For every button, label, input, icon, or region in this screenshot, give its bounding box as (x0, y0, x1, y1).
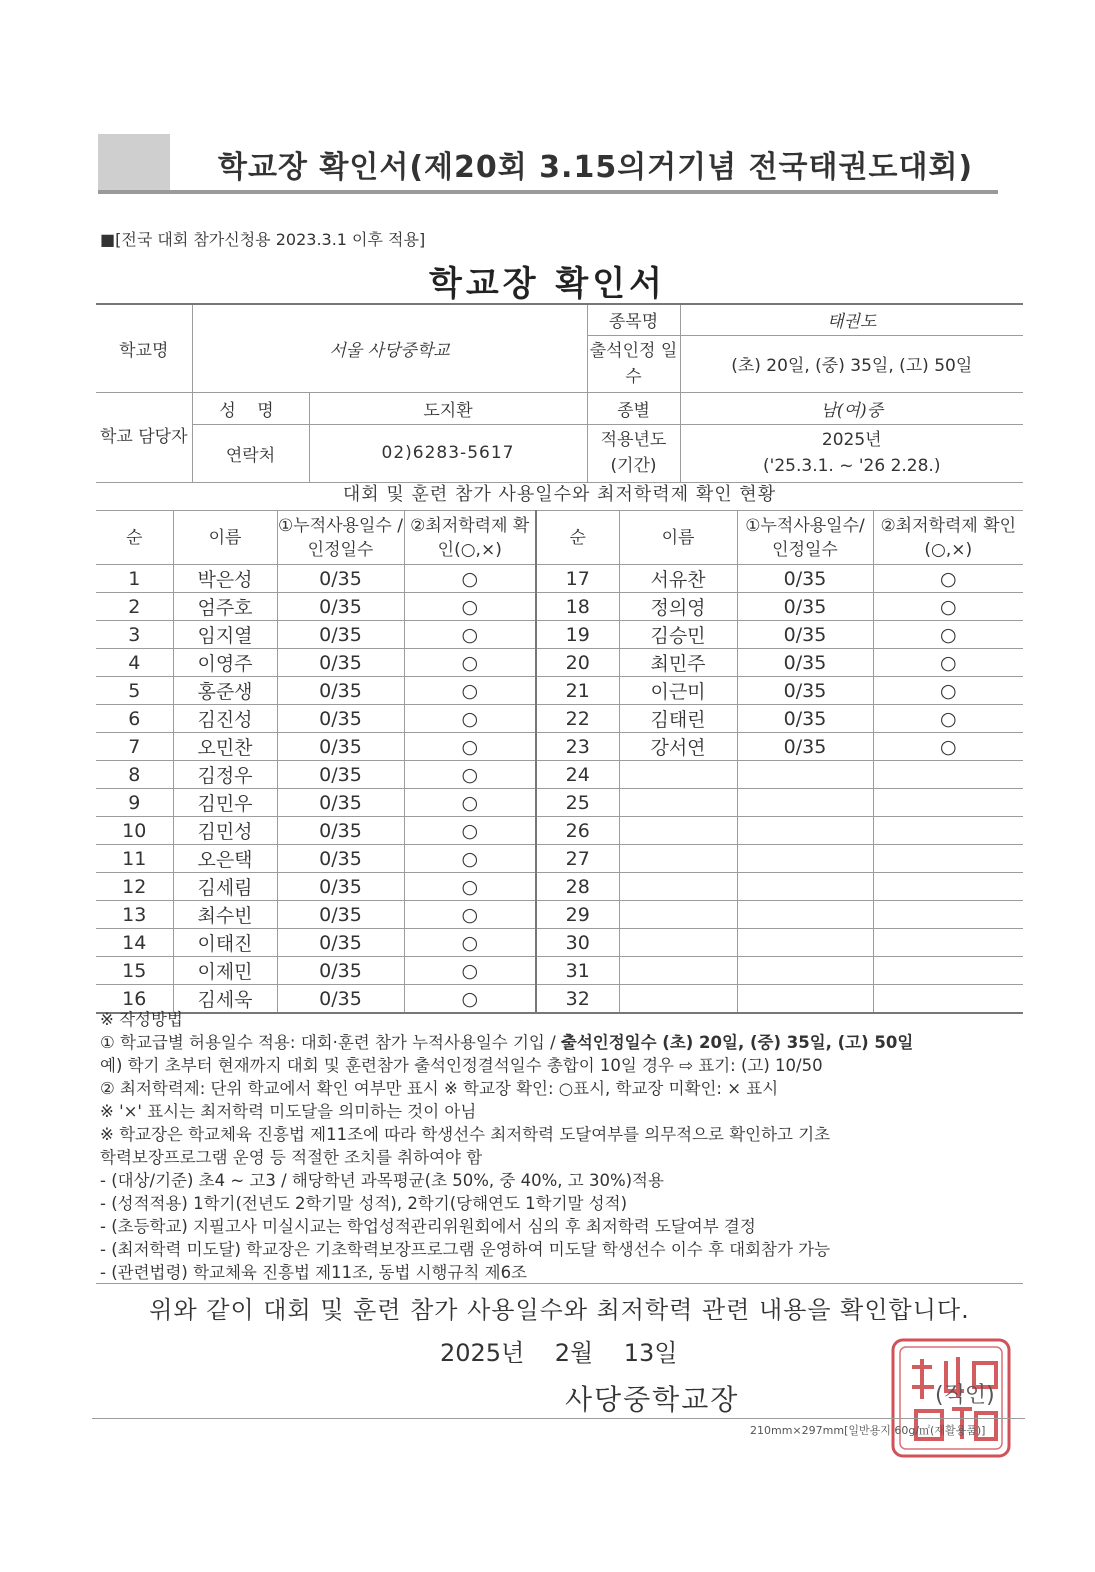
cell-days: 0/35 (277, 761, 404, 789)
note-9: - (최저학력 미도달) 학교장은 기초학력보장프로그램 운영하여 미도달 학생선수 이수 후 대회참가 가능 (100, 1240, 831, 1259)
header-check-left: ②최저학력제 확인(○,×) (404, 511, 536, 565)
cell-days: 0/35 (737, 621, 873, 649)
cell-days: 0/35 (737, 565, 873, 593)
note-6: - (대상/기준) 초4 ~ 고3 / 해당학년 과목평균(초 50%, 중 40%, 고 30%)적용 (100, 1171, 664, 1190)
cell-no: 31 (536, 957, 619, 985)
contact-label: 연락처 (192, 424, 309, 482)
cell-no: 25 (536, 789, 619, 817)
cell-check: ○ (404, 565, 536, 593)
cell-no: 30 (536, 929, 619, 957)
table-row (96, 817, 1023, 845)
note-4: ※ 학교장은 학교체육 진흥법 제11조에 따라 학생선수 최저학력 도달여부를 의무적으로 확인하고 기초 (100, 1125, 831, 1144)
cell-check: ○ (404, 817, 536, 845)
cell-no: 20 (536, 649, 619, 677)
cell-name: 서유찬 (619, 565, 737, 593)
cell-name: 임지열 (173, 621, 277, 649)
status-heading: 대회 및 훈련 참가 사용일수와 최저학력제 확인 현황 (96, 482, 1023, 511)
cell-name: 오은택 (173, 845, 277, 873)
cell-days: 0/35 (277, 901, 404, 929)
table-row (96, 873, 1023, 901)
name-value: 도지환 (309, 392, 587, 424)
cell-name: 이영주 (173, 649, 277, 677)
cell-days (737, 817, 873, 845)
cell-name: 이제민 (173, 957, 277, 985)
cell-name (619, 761, 737, 789)
title-band (98, 134, 998, 194)
table-row (96, 733, 1023, 761)
note-2: ② 최저학력제: 단위 학교에서 확인 여부만 표시 ※ 학교장 확인: ○표시, 학교장 미확인: × 표시 (100, 1079, 779, 1098)
cell-name: 김민성 (173, 817, 277, 845)
table-row (96, 593, 1023, 621)
form-header-title: 학교장 확인서(제20회 3.15의거기념 전국태권도대회) (218, 150, 974, 185)
cell-days: 0/35 (737, 705, 873, 733)
info-table (96, 303, 1023, 483)
cell-no: 14 (96, 929, 173, 957)
cell-no: 13 (96, 901, 173, 929)
cell-check: ○ (404, 593, 536, 621)
cell-no: 21 (536, 677, 619, 705)
cell-name (619, 957, 737, 985)
cell-check: ○ (404, 985, 536, 1014)
cell-days: 0/35 (277, 565, 404, 593)
cell-days: 0/35 (737, 733, 873, 761)
notes-heading: ※ 작성방법 (100, 1010, 183, 1029)
footer-rule (92, 1418, 1025, 1419)
school-value: 서울 사당중학교 (192, 304, 587, 392)
cell-name (619, 789, 737, 817)
cell-check: ○ (404, 705, 536, 733)
table-row (96, 957, 1023, 985)
cell-name: 오민찬 (173, 733, 277, 761)
cell-check: ○ (404, 789, 536, 817)
attendance-value: (초) 20일, (중) 35일, (고) 50일 (680, 335, 1023, 392)
principal-signature: 사당중학교장 (565, 1383, 740, 1416)
note-7: - (성적적용) 1학기(전년도 2학기말 성적), 2학기(당해연도 1학기말 성적) (100, 1194, 628, 1213)
school-label: 학교명 (96, 304, 192, 392)
cell-no: 26 (536, 817, 619, 845)
cell-no: 19 (536, 621, 619, 649)
cell-check: ○ (404, 677, 536, 705)
cell-no: 15 (96, 957, 173, 985)
cell-days: 0/35 (277, 817, 404, 845)
cell-name (619, 845, 737, 873)
attendance-label: 출석인정 일수 (587, 335, 680, 392)
note-8: - (초등학교) 지필고사 미실시교는 학업성적관리위원회에서 심의 후 최저학력 도달여부 결정 (100, 1217, 756, 1236)
cell-name: 김민우 (173, 789, 277, 817)
cell-no: 17 (536, 565, 619, 593)
cell-days: 0/35 (277, 705, 404, 733)
cell-name: 박은성 (173, 565, 277, 593)
note-3: ※ '×' 표시는 최저학력 미도달을 의미하는 것이 아님 (100, 1102, 477, 1121)
cell-no: 10 (96, 817, 173, 845)
gender-label: 종별 (587, 392, 680, 424)
cell-no: 28 (536, 873, 619, 901)
document-title: 학교장 확인서 (429, 264, 666, 304)
manager-label: 학교 담당자 (96, 392, 192, 482)
cell-name: 김세욱 (173, 985, 277, 1014)
cell-no: 5 (96, 677, 173, 705)
cell-name (619, 929, 737, 957)
cell-days (737, 873, 873, 901)
cell-days: 0/35 (277, 929, 404, 957)
cell-no: 7 (96, 733, 173, 761)
cell-no: 9 (96, 789, 173, 817)
cell-name: 강서연 (619, 733, 737, 761)
header-name-right: 이름 (619, 511, 737, 565)
cell-days (737, 789, 873, 817)
gender-value: 남(여)중 (680, 392, 1023, 424)
header-check-right: ②최저학력제 확인(○,×) (873, 511, 1023, 565)
cell-days (737, 957, 873, 985)
cell-check: ○ (873, 705, 1023, 733)
cell-name: 정의영 (619, 593, 737, 621)
cell-days: 0/35 (277, 649, 404, 677)
cell-check (873, 845, 1023, 873)
table-row (96, 761, 1023, 789)
cell-check: ○ (873, 593, 1023, 621)
cell-name: 김정우 (173, 761, 277, 789)
cell-days: 0/35 (277, 621, 404, 649)
cell-no: 22 (536, 705, 619, 733)
cell-check (873, 789, 1023, 817)
period-value: ('25.3.1. ~ '26 2.28.) (763, 456, 941, 476)
header-no-left: 순 (96, 511, 173, 565)
cell-check: ○ (404, 957, 536, 985)
cell-check (873, 957, 1023, 985)
cell-days: 0/35 (277, 957, 404, 985)
name-label: 성 명 (192, 392, 309, 424)
cell-days (737, 929, 873, 957)
cell-name: 홍준생 (173, 677, 277, 705)
header-name-left: 이름 (173, 511, 277, 565)
cell-days (737, 845, 873, 873)
cell-check: ○ (404, 649, 536, 677)
cell-check (873, 929, 1023, 957)
header-days-right: ①누적사용일수/ 인정일수 (737, 511, 873, 565)
cell-days: 0/35 (277, 593, 404, 621)
applies-note: ■[전국 대회 참가신청용 2023.3.1 이후 적용] (100, 230, 426, 249)
cell-no: 29 (536, 901, 619, 929)
note-1 (100, 1031, 1020, 1054)
cell-name (619, 817, 737, 845)
instructions (100, 1008, 1020, 1284)
roster-table (96, 510, 1023, 1014)
header-days-left: ①누적사용일수 /인정일수 (277, 511, 404, 565)
contact-value: 02)6283-5617 (309, 424, 587, 482)
sport-value: 태권도 (680, 304, 1023, 335)
note-10: - (관련법령) 학교체육 진흥법 제11조, 동법 시행규칙 제6조 (100, 1263, 527, 1282)
cell-check: ○ (404, 929, 536, 957)
seal-label: (직인) (935, 1383, 995, 1408)
cell-check (873, 761, 1023, 789)
cell-days (737, 901, 873, 929)
sport-label: 종목명 (587, 304, 680, 335)
cell-check (873, 873, 1023, 901)
year-value: 2025년 (821, 430, 882, 450)
title-band-rule (98, 190, 998, 194)
cell-check: ○ (873, 649, 1023, 677)
table-row (96, 929, 1023, 957)
cell-name: 김진성 (173, 705, 277, 733)
cell-name: 김세림 (173, 873, 277, 901)
table-row (96, 705, 1023, 733)
cell-name: 김승민 (619, 621, 737, 649)
note-1-text: ① 학교급별 허용일수 적용: 대회·훈련 참가 누적사용일수 기입 / (100, 1033, 561, 1052)
cell-no: 16 (96, 985, 173, 1014)
cell-check: ○ (404, 761, 536, 789)
cell-days (737, 761, 873, 789)
cell-no: 11 (96, 845, 173, 873)
cell-days: 0/35 (277, 873, 404, 901)
cell-no: 23 (536, 733, 619, 761)
header-no-right: 순 (536, 511, 619, 565)
cell-name: 김태린 (619, 705, 737, 733)
cell-name (619, 901, 737, 929)
cell-check: ○ (873, 677, 1023, 705)
table-row (96, 789, 1023, 817)
year-label: 적용년도 (기간) (587, 424, 680, 482)
paper-spec: 210mm×297mm[일반용지 60g/㎡(재활용품)] (750, 1424, 986, 1437)
cell-check: ○ (873, 565, 1023, 593)
cell-name (619, 873, 737, 901)
table-row (96, 649, 1023, 677)
cell-days: 0/35 (737, 677, 873, 705)
cell-days: 0/35 (277, 733, 404, 761)
cell-no: 24 (536, 761, 619, 789)
cell-check: ○ (404, 621, 536, 649)
confirmation-statement: 위와 같이 대회 및 훈련 참가 사용일수와 최저학력 관련 내용을 확인합니다. (96, 1283, 1023, 1325)
cell-no: 6 (96, 705, 173, 733)
cell-name: 이근미 (619, 677, 737, 705)
cell-no: 32 (536, 985, 619, 1014)
cell-no: 2 (96, 593, 173, 621)
title-band-block (98, 134, 170, 192)
signing-date: 2025년 2월 13일 (440, 1339, 678, 1367)
cell-check: ○ (873, 621, 1023, 649)
cell-days: 0/35 (277, 789, 404, 817)
cell-name: 최민주 (619, 649, 737, 677)
table-row (96, 565, 1023, 593)
note-5: 학력보장프로그램 운영 등 적절한 조치를 취하여야 함 (100, 1148, 483, 1167)
table-row (96, 621, 1023, 649)
cell-no: 27 (536, 845, 619, 873)
cell-check: ○ (404, 845, 536, 873)
note-1-emphasis: 출석인정일수 (초) 20일, (중) 35일, (고) 50일 (560, 1033, 914, 1052)
cell-check (873, 901, 1023, 929)
cell-days: 0/35 (277, 845, 404, 873)
cell-check: ○ (404, 733, 536, 761)
cell-check (873, 817, 1023, 845)
cell-no: 12 (96, 873, 173, 901)
cell-no: 3 (96, 621, 173, 649)
cell-days: 0/35 (737, 593, 873, 621)
cell-no: 4 (96, 649, 173, 677)
cell-no: 18 (536, 593, 619, 621)
cell-days: 0/35 (277, 677, 404, 705)
cell-days: 0/35 (277, 985, 404, 1014)
table-row (96, 677, 1023, 705)
cell-no: 8 (96, 761, 173, 789)
cell-check: ○ (873, 733, 1023, 761)
note-1-example: 예) 학기 초부터 현재까지 대회 및 훈련참가 출석인정결석일수 총합이 10일 경우 ⇨ 표기: (고) 10/50 (100, 1056, 823, 1075)
cell-check: ○ (404, 873, 536, 901)
roster-body (96, 565, 1023, 1014)
cell-days: 0/35 (737, 649, 873, 677)
cell-no: 1 (96, 565, 173, 593)
year-value-cell (680, 424, 1023, 482)
table-row (96, 901, 1023, 929)
cell-check: ○ (404, 901, 536, 929)
cell-name: 엄주호 (173, 593, 277, 621)
cell-name: 이태진 (173, 929, 277, 957)
table-row (96, 845, 1023, 873)
cell-name: 최수빈 (173, 901, 277, 929)
